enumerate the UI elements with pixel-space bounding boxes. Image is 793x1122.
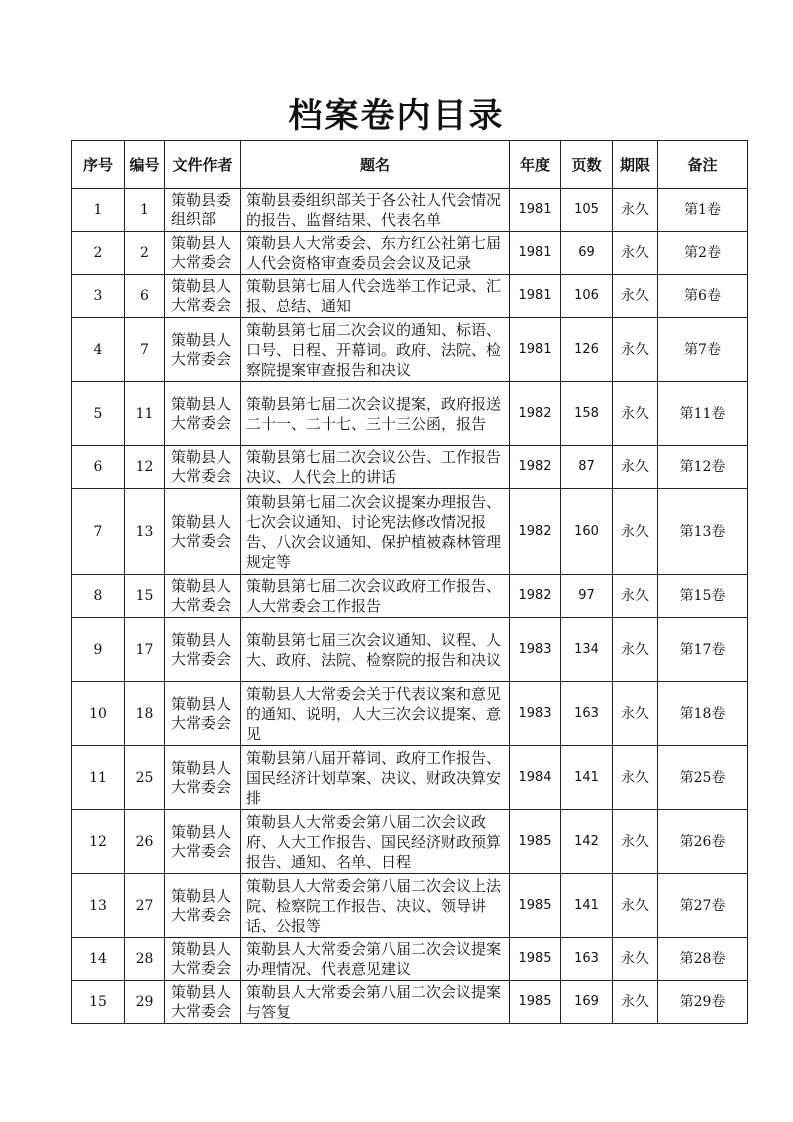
cell-note: 第2卷 bbox=[658, 232, 748, 275]
cell-title: 策勒县人大常委会第八届二次会议政府、人大工作报告、国民经济财政预算报告、通知、名单、日程 bbox=[241, 810, 510, 874]
cell-title: 策勒县第七届三次会议通知、议程、人大、政府、法院、检察院的报告和决议 bbox=[241, 618, 510, 682]
cell-number: 26 bbox=[125, 810, 165, 874]
cell-number: 28 bbox=[125, 938, 165, 981]
table-row bbox=[72, 575, 748, 618]
cell-number: 18 bbox=[125, 682, 165, 746]
table-row bbox=[72, 682, 748, 746]
table-row bbox=[72, 938, 748, 981]
cell-year: 1981 bbox=[510, 318, 561, 382]
cell-author: 策勒县人大常委会 bbox=[165, 232, 241, 275]
table-row bbox=[72, 446, 748, 489]
cell-term: 永久 bbox=[613, 810, 658, 874]
cell-author: 策勒县人大常委会 bbox=[165, 810, 241, 874]
cell-pages: 141 bbox=[561, 746, 613, 810]
table-row bbox=[72, 874, 748, 938]
cell-author: 策勒县人大常委会 bbox=[165, 489, 241, 575]
cell-number: 2 bbox=[125, 232, 165, 275]
cell-term: 永久 bbox=[613, 618, 658, 682]
cell-note: 第25卷 bbox=[658, 746, 748, 810]
cell-title: 策勒县人大常委会第八届二次会议提案办理情况、代表意见建议 bbox=[241, 938, 510, 981]
cell-seq: 1 bbox=[72, 189, 125, 232]
header-row bbox=[72, 141, 748, 189]
cell-title: 策勒县第七届二次会议的通知、标语、口号、日程、开幕词。政府、法院、检察院提案审查报告和决议 bbox=[241, 318, 510, 382]
cell-note: 第26卷 bbox=[658, 810, 748, 874]
cell-title: 策勒县人大常委会关于代表议案和意见的通知、说明，人大三次会议提案、意见 bbox=[241, 682, 510, 746]
cell-seq: 6 bbox=[72, 446, 125, 489]
cell-term: 永久 bbox=[613, 682, 658, 746]
cell-author: 策勒县委组织部 bbox=[165, 189, 241, 232]
cell-term: 永久 bbox=[613, 746, 658, 810]
cell-title: 策勒县第七届二次会议提案，政府报送二十一、二十七、三十三公函，报告 bbox=[241, 382, 510, 446]
cell-year: 1983 bbox=[510, 618, 561, 682]
cell-note: 第15卷 bbox=[658, 575, 748, 618]
cell-pages: 134 bbox=[561, 618, 613, 682]
cell-note: 第1卷 bbox=[658, 189, 748, 232]
cell-year: 1982 bbox=[510, 575, 561, 618]
header-seq: 序号 bbox=[72, 141, 125, 189]
cell-note: 第18卷 bbox=[658, 682, 748, 746]
table-row bbox=[72, 382, 748, 446]
cell-number: 7 bbox=[125, 318, 165, 382]
cell-year: 1982 bbox=[510, 446, 561, 489]
cell-number: 11 bbox=[125, 382, 165, 446]
cell-pages: 87 bbox=[561, 446, 613, 489]
cell-pages: 97 bbox=[561, 575, 613, 618]
cell-pages: 158 bbox=[561, 382, 613, 446]
cell-seq: 2 bbox=[72, 232, 125, 275]
cell-year: 1985 bbox=[510, 874, 561, 938]
cell-term: 永久 bbox=[613, 981, 658, 1024]
cell-pages: 69 bbox=[561, 232, 613, 275]
cell-title: 策勒县第七届二次会议提案办理报告、七次会议通知、讨论宪法修改情况报告、八次会议通知、保护植被森林管理规定等 bbox=[241, 489, 510, 575]
cell-title: 策勒县人大常委会第八届二次会议提案与答复 bbox=[241, 981, 510, 1024]
cell-year: 1983 bbox=[510, 682, 561, 746]
cell-pages: 160 bbox=[561, 489, 613, 575]
header-pages: 页数 bbox=[561, 141, 613, 189]
table-row bbox=[72, 189, 748, 232]
table-row bbox=[72, 275, 748, 318]
cell-pages: 126 bbox=[561, 318, 613, 382]
cell-pages: 141 bbox=[561, 874, 613, 938]
catalog-table bbox=[71, 140, 748, 1024]
cell-note: 第13卷 bbox=[658, 489, 748, 575]
cell-title: 策勒县第七届二次会议公告、工作报告决议、人代会上的讲话 bbox=[241, 446, 510, 489]
cell-author: 策勒县人大常委会 bbox=[165, 382, 241, 446]
cell-number: 1 bbox=[125, 189, 165, 232]
cell-year: 1984 bbox=[510, 746, 561, 810]
cell-title: 策勒县第七届二次会议政府工作报告、人大常委会工作报告 bbox=[241, 575, 510, 618]
cell-author: 策勒县人大常委会 bbox=[165, 275, 241, 318]
cell-number: 27 bbox=[125, 874, 165, 938]
cell-author: 策勒县人大常委会 bbox=[165, 874, 241, 938]
cell-term: 永久 bbox=[613, 275, 658, 318]
cell-year: 1981 bbox=[510, 275, 561, 318]
cell-seq: 15 bbox=[72, 981, 125, 1024]
cell-seq: 12 bbox=[72, 810, 125, 874]
cell-term: 永久 bbox=[613, 382, 658, 446]
cell-note: 第6卷 bbox=[658, 275, 748, 318]
cell-author: 策勒县人大常委会 bbox=[165, 981, 241, 1024]
cell-number: 25 bbox=[125, 746, 165, 810]
cell-term: 永久 bbox=[613, 938, 658, 981]
cell-year: 1981 bbox=[510, 232, 561, 275]
header-number: 编号 bbox=[125, 141, 165, 189]
cell-year: 1982 bbox=[510, 489, 561, 575]
cell-title: 策勒县人大常委会第八届二次会议上法院、检察院工作报告、决议、领导讲话、公报等 bbox=[241, 874, 510, 938]
header-term: 期限 bbox=[613, 141, 658, 189]
table-row bbox=[72, 232, 748, 275]
header-title: 题名 bbox=[241, 141, 510, 189]
cell-year: 1985 bbox=[510, 810, 561, 874]
cell-seq: 4 bbox=[72, 318, 125, 382]
cell-note: 第12卷 bbox=[658, 446, 748, 489]
cell-term: 永久 bbox=[613, 446, 658, 489]
cell-term: 永久 bbox=[613, 189, 658, 232]
cell-pages: 163 bbox=[561, 938, 613, 981]
table-row bbox=[72, 981, 748, 1024]
cell-note: 第29卷 bbox=[658, 981, 748, 1024]
cell-term: 永久 bbox=[613, 232, 658, 275]
cell-number: 17 bbox=[125, 618, 165, 682]
cell-term: 永久 bbox=[613, 874, 658, 938]
cell-pages: 106 bbox=[561, 275, 613, 318]
cell-pages: 163 bbox=[561, 682, 613, 746]
cell-note: 第7卷 bbox=[658, 318, 748, 382]
cell-number: 6 bbox=[125, 275, 165, 318]
cell-term: 永久 bbox=[613, 318, 658, 382]
header-year: 年度 bbox=[510, 141, 561, 189]
cell-seq: 9 bbox=[72, 618, 125, 682]
table-row bbox=[72, 746, 748, 810]
cell-seq: 10 bbox=[72, 682, 125, 746]
cell-note: 第17卷 bbox=[658, 618, 748, 682]
cell-term: 永久 bbox=[613, 489, 658, 575]
cell-author: 策勒县人大常委会 bbox=[165, 682, 241, 746]
table-row bbox=[72, 810, 748, 874]
cell-pages: 142 bbox=[561, 810, 613, 874]
cell-seq: 7 bbox=[72, 489, 125, 575]
cell-author: 策勒县人大常委会 bbox=[165, 746, 241, 810]
cell-number: 29 bbox=[125, 981, 165, 1024]
cell-author: 策勒县人大常委会 bbox=[165, 938, 241, 981]
cell-note: 第27卷 bbox=[658, 874, 748, 938]
cell-note: 第28卷 bbox=[658, 938, 748, 981]
cell-seq: 3 bbox=[72, 275, 125, 318]
cell-author: 策勒县人大常委会 bbox=[165, 446, 241, 489]
cell-author: 策勒县人大常委会 bbox=[165, 575, 241, 618]
cell-title: 策勒县人大常委会、东方红公社第七届人代会资格审查委员会会议及记录 bbox=[241, 232, 510, 275]
page-title: 档案卷内目录 bbox=[288, 96, 505, 136]
cell-pages: 169 bbox=[561, 981, 613, 1024]
cell-number: 12 bbox=[125, 446, 165, 489]
cell-note: 第11卷 bbox=[658, 382, 748, 446]
cell-year: 1985 bbox=[510, 981, 561, 1024]
cell-author: 策勒县人大常委会 bbox=[165, 618, 241, 682]
cell-seq: 11 bbox=[72, 746, 125, 810]
table-row bbox=[72, 318, 748, 382]
cell-term: 永久 bbox=[613, 575, 658, 618]
cell-title: 策勒县第七届人代会选举工作记录、汇报、总结、通知 bbox=[241, 275, 510, 318]
cell-number: 13 bbox=[125, 489, 165, 575]
cell-seq: 14 bbox=[72, 938, 125, 981]
cell-seq: 8 bbox=[72, 575, 125, 618]
cell-seq: 5 bbox=[72, 382, 125, 446]
cell-number: 15 bbox=[125, 575, 165, 618]
cell-pages: 105 bbox=[561, 189, 613, 232]
header-author: 文件作者 bbox=[165, 141, 241, 189]
cell-year: 1982 bbox=[510, 382, 561, 446]
cell-title: 策勒县委组织部关于各公社人代会情况的报告、监督结果、代表名单 bbox=[241, 189, 510, 232]
header-note: 备注 bbox=[658, 141, 748, 189]
cell-year: 1985 bbox=[510, 938, 561, 981]
cell-seq: 13 bbox=[72, 874, 125, 938]
cell-year: 1981 bbox=[510, 189, 561, 232]
cell-author: 策勒县人大常委会 bbox=[165, 318, 241, 382]
table-row bbox=[72, 489, 748, 575]
cell-title: 策勒县第八届开幕词、政府工作报告、国民经济计划草案、决议、财政决算安排 bbox=[241, 746, 510, 810]
table-row bbox=[72, 618, 748, 682]
